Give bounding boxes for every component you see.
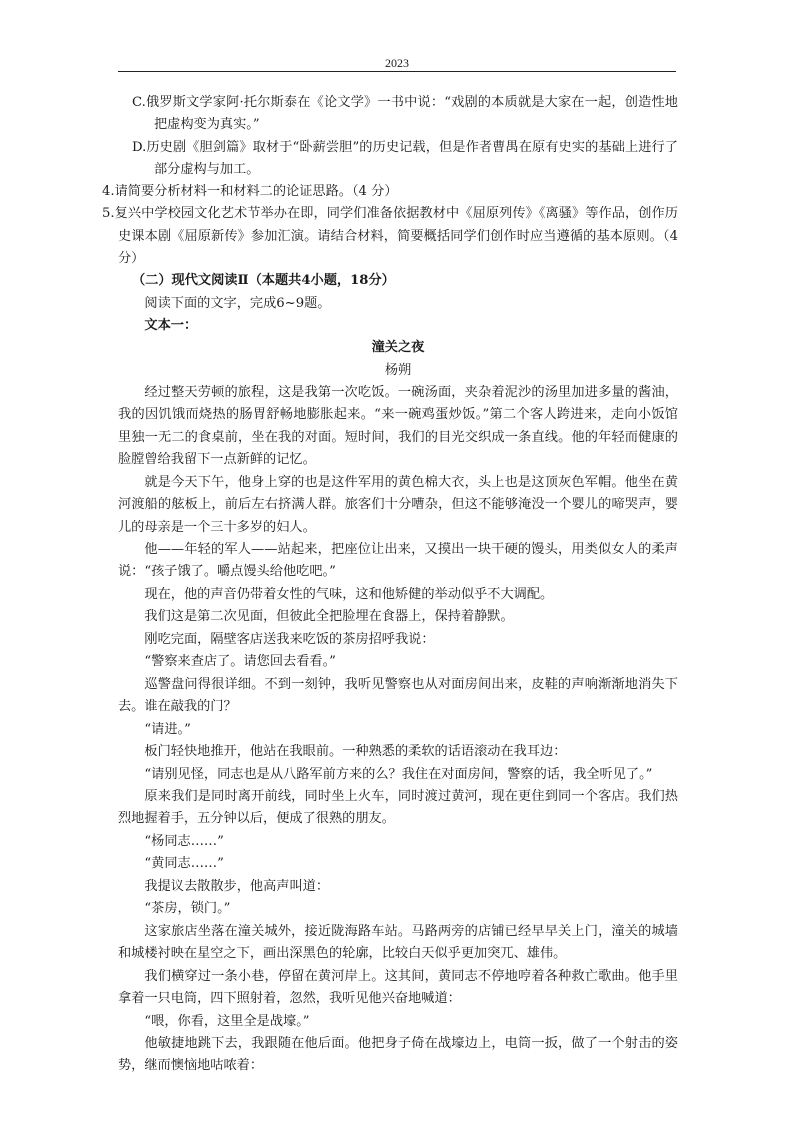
article-paragraph: 我们这是第二次见面，但彼此全把脸埋在食器上，保持着静默。 — [144, 609, 514, 625]
article-paragraph: 刚吃完面，隔壁客店送我来吃饭的茶房招呼我说： — [144, 631, 435, 647]
article-paragraph: “请进。” — [144, 721, 191, 737]
option-d: D.历史剧《胆剑篇》取材于“卧薪尝胆”的历史记载，但是作者曹禺在原有史实的基础上进行了部分虚构与加工。 — [132, 139, 678, 177]
section-instruction: 阅读下面的文字，完成6~9题。 — [144, 295, 331, 311]
page-header-year: 2023 — [385, 56, 409, 70]
article-paragraph: 我们横穿过一条小巷，停留在黄河岸上。这其间，黄同志不停地哼着各种救亡歌曲。他手里拿着一只电筒，四下照射着，忽然，我听见他兴奋地喊道： — [118, 968, 678, 1007]
article-paragraph: 原来我们是同时离开前线，同时坐上火车，同时渡过黄河，现在更住到同一个客店。我们热烈地握着手，五分钟以后，便成了很熟的朋友。 — [118, 789, 678, 827]
option-c: C.俄罗斯文学家阿·托尔斯泰在《论文学》一书中说：“戏剧的本质就是大家在一起，创造性地把虚构变为真实。” — [132, 95, 678, 133]
article-paragraph: 这家旅店坐落在潼关城外，接近陇海路车站。马路两旁的店铺已经早早关上门，潼关的城墙和城楼衬映在星空之下，画出深黑色的轮廓，比较白天似乎更加突兀、雄伟。 — [118, 923, 678, 962]
header-divider — [118, 71, 676, 72]
article-body — [118, 382, 678, 1078]
document-body — [102, 92, 678, 1078]
article-paragraph: 他敏捷地跳下去，我跟随在他后面。他把身子倚在战壕边上，电筒一扳，做了一个射击的姿势，继而懊恼地咕哝着： — [118, 1036, 678, 1074]
article-paragraph: 他——年轻的军人——站起来，把座位让出来，又摸出一块干硬的馒头，用类似女人的柔声说：“孩子饿了。嚼点馒头给他吃吧。” — [118, 542, 678, 580]
article-paragraph: 现在，他的声音仍带着女性的气味，这和他矫健的举动似乎不大调配。 — [144, 586, 554, 602]
question-5: 5.复兴中学校园文化艺术节举办在即，同学们准备依据教材中《屈原列传》《离骚》等作品，创作历史课本剧《屈原新传》参加汇演。请结合材料，简要概括同学们创作时应当遵循的基本原则。（4分） — [102, 206, 678, 267]
article-paragraph: 板门轻快地推开，他站在我眼前。一种熟悉的柔软的话语滚动在我耳边： — [144, 744, 567, 760]
article-paragraph: 就是今天下午，他身上穿的也是这件军用的黄色棉大衣，头上也是这顶灰色军帽。他坐在黄河渡船的舷板上，前后左右挤满人群。旅客们十分嘈杂，但这不能够淹没一个婴儿的啼哭声，婴儿的母亲是一个三十多岁的妇人。 — [118, 474, 678, 535]
article-paragraph: 巡警盘问得很详细。不到一刻钟，我听见警察也从对面房间出来，皮鞋的声响渐渐地消失下去。谁在敲我的门？ — [118, 676, 678, 715]
article-author: 杨朔 — [384, 362, 412, 378]
article-title: 潼关之夜 — [371, 340, 425, 356]
text-label: 文本一： — [144, 317, 198, 333]
article-paragraph: 我提议去散散步，他高声叫道： — [144, 878, 330, 894]
article-paragraph: “警察来查店了。请您回去看看。” — [144, 654, 336, 670]
section-heading: （二）现代文阅读Ⅱ（本题共4小题，18分） — [132, 273, 395, 289]
article-paragraph: “杨同志……” — [144, 833, 224, 849]
article-paragraph: “喂，你看，这里全是战壕。” — [144, 1013, 310, 1029]
article-paragraph: 经过整天劳顿的旅程，这是我第一次吃饭。一碗汤面，夹杂着泥沙的汤里加进多量的酱油，我的因饥饿而烧热的肠胃舒畅地膨胀起来。“来一碗鸡蛋炒饭。”第二个客人跨进来，走向小饭馆里独一无二的食桌前，坐在我的对面。短时间，我们的目光交织成一条直线。他的年轻而健康的脸膛曾给我留下一点新鲜的记忆。 — [118, 384, 678, 468]
article-paragraph: “茶房，锁门。” — [144, 901, 231, 917]
question-4: 4.请简要分析材料一和材料二的论证思路。（4 分） — [102, 184, 398, 200]
article-paragraph: “请别见怪，同志也是从八路军前方来的么？我住在对面房间，警察的话，我全听见了。” — [144, 766, 653, 782]
article-paragraph: “黄同志……” — [144, 856, 224, 872]
